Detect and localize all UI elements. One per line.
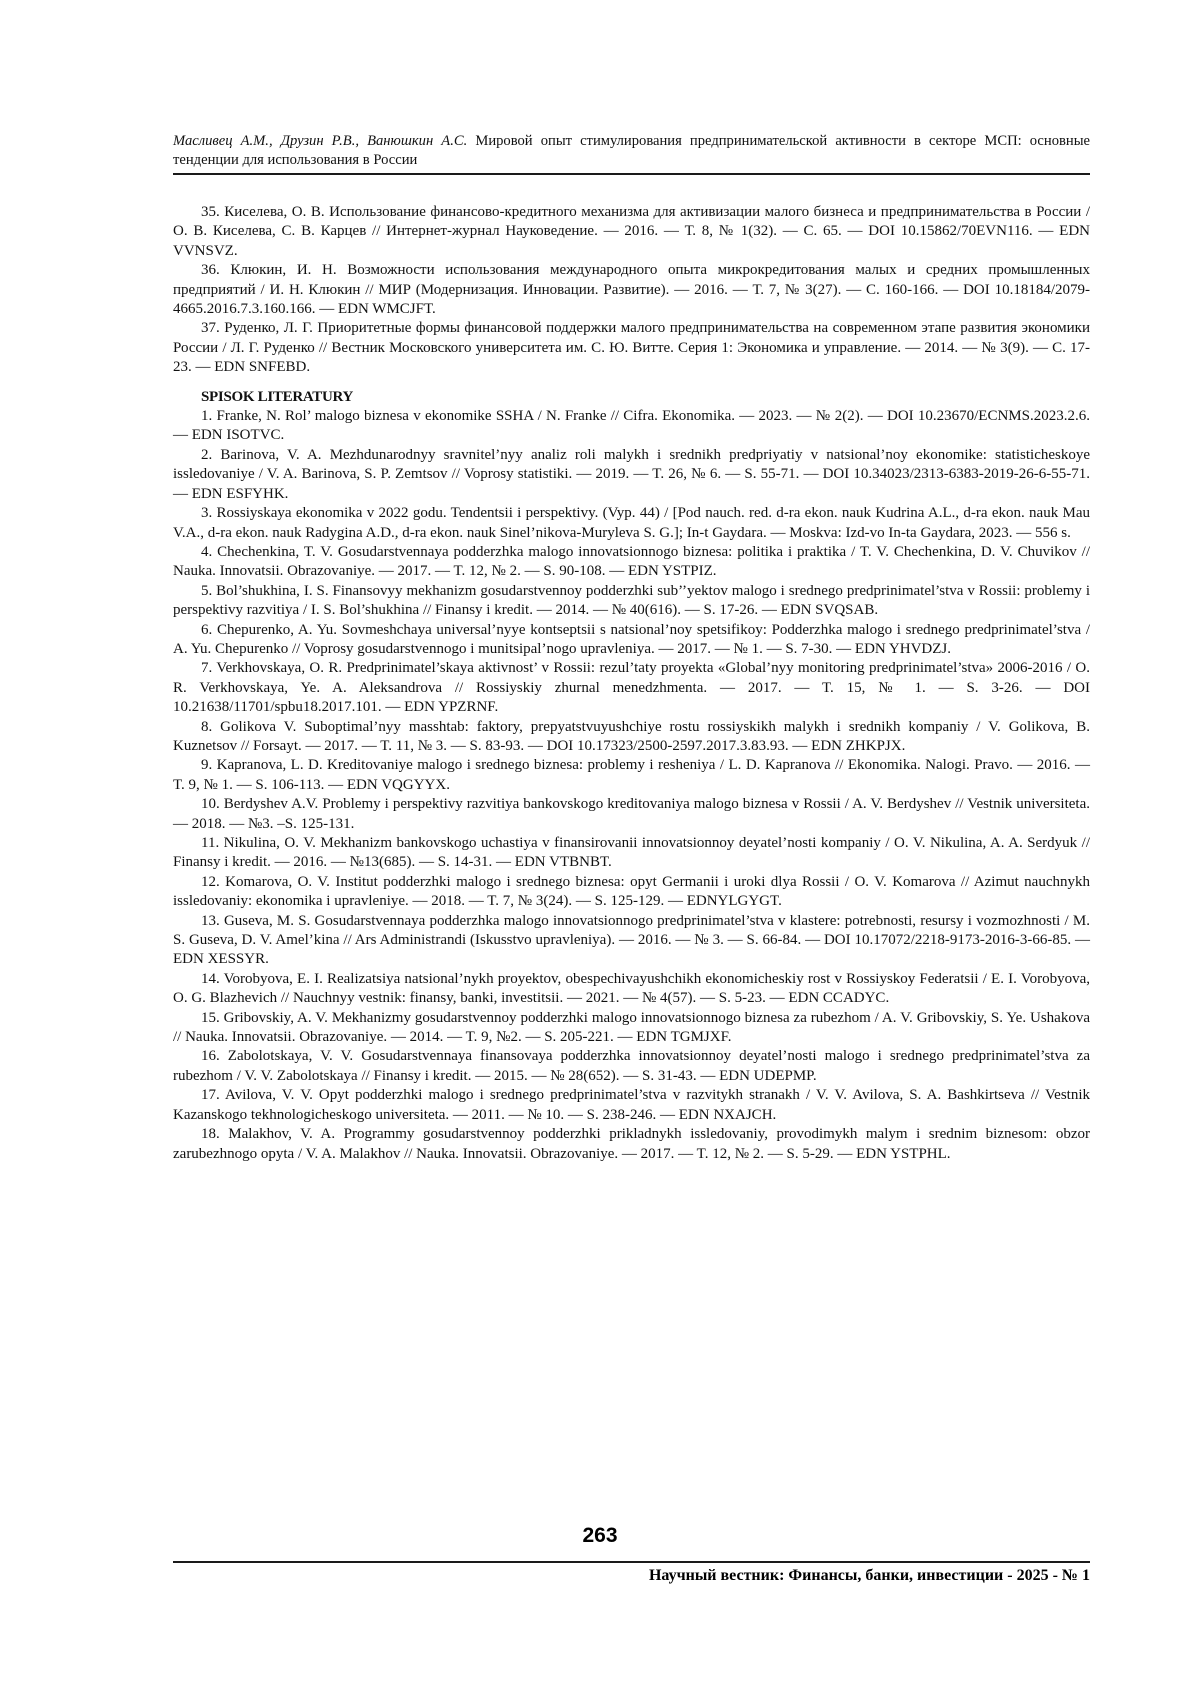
reference-en: 15. Gribovskiy, A. V. Mekhanizmy gosudarstvennoy podderzhki malogo innovatsionnogo biznesa za rubezhom / A. V. Gribovskiy, S. Ye. Ushakova // Nauka. Innovatsii. Obrazovaniye. — 2014. — T. 9, №2. — S. 205-221. — EDN TGMJXF. <box>173 1009 1090 1046</box>
reference-ru: 36. Клюкин, И. Н. Возможности использования международного опыта микрокредитования малых и средних промышленных предприятий / И. Н. Клюкин // МИР (Модернизация. Инновации. Развитие). — 2016. — Т. 7, № 3(27). — С. 160-166. — DOI 10.18184/2079-4665.2016.7.3.160.166. — EDN WMCJFT. <box>173 262 1090 318</box>
reference-ru: 35. Киселева, О. В. Использование финансово-кредитного механизма для активизации малого бизнеса и предпринимательства в России / О. В. Киселева, С. В. Карцев // Интернет-журнал Науковедение. — 2016. — Т. 8, № 1(32). — С. 65. — DOI 10.15862/70EVN116. — EDN VVNSVZ. <box>173 204 1090 259</box>
reference-en: 18. Malakhov, V. A. Programmy gosudarstvennoy podderzhki prikladnykh issledovaniy, provodimykh malym i srednim biznesom: obzor zarubezhnogo opyta / V. A. Malakhov // Nauka. Innovatsii. Obrazovaniye. — 2017. — T. 12, № 2. — S. 5-29. — EDN YSTPHL. <box>173 1126 1090 1162</box>
reference-en: 10. Berdyshev A.V. Problemy i perspektivy razvitiya bankovskogo kreditovaniya malogo biznesa v Rossii / A. V. Berdyshev // Vestnik universiteta. — 2018. — №3. –S. 125-131. <box>173 796 1090 832</box>
reference-en: 8. Golikova V. Suboptimal’nyy masshtab: faktory, prepyatstvuyushchiye rostu rossiyskikh malykh i srednikh kompaniy / V. Golikova, B. Kuznetsov // Forsayt. — 2017. — T. 11, № 3. — S. 83-93. — DOI 10.17323/2500-2597.2017.3.83.93. — EDN ZHKPJX. <box>173 718 1090 754</box>
reference-en: 4. Chechenkina, T. V. Gosudarstvennaya podderzhka malogo innovatsionnogo biznesa: politika i praktika / T. V. Chechenkina, D. V. Chuvikov // Nauka. Innovatsii. Obrazovaniye. — 2017. — T. 12, № 2. — S. 90-108. — EDN YSTPIZ. <box>173 543 1090 580</box>
reference-en: 9. Kapranova, L. D. Kreditovaniye malogo i srednego biznesa: problemy i resheniya / L. D. Kapranova // Ekonomika. Nalogi. Pravo. — 2016. — T. 9, № 1. — S. 106-113. — EDN VQGYYX. <box>173 757 1090 793</box>
reference-en: 13. Guseva, M. S. Gosudarstvennaya podderzhka malogo innovatsionnogo predprinimatel’stva v klastere: potrebnosti, resursy i vozmozhnosti / M. S. Guseva, D. V. Amel’kina // Ars Administrandi (Iskusstvo upravleniya). — 2016. — № 3. — S. 66-84. — DOI 10.17072/2218-9173-2016-3-66-85. — EDN XESSYR. <box>173 912 1090 968</box>
reference-en: 11. Nikulina, O. V. Mekhanizm bankovskogo uchastiya v finansirovanii innovatsionnoy deyatel’nosti kompaniy / O. V. Nikulina, A. A. Serdyuk // Finansy i kredit. — 2016. — №13(685). — S. 14-31. — EDN VTBNBT. <box>173 835 1090 871</box>
reference-en: 1. Franke, N. Rol’ malogo biznesa v ekonomike SSHA / N. Franke // Cifra. Ekonomika. — 2023. — № 2(2). — DOI 10.23670/ECNMS.2023.2.6. — EDN ISOTVC. <box>173 408 1090 444</box>
reference-en: 2. Barinova, V. A. Mezhdunarodnyy sravnitel’nyy analiz roli malykh i srednikh predpriyatiy v natsional’noy ekonomike: statisticheskoye issledovaniye / V. A. Barinova, S. P. Zemtsov // Voprosy statistiki. — 2019. — T. 26, № 6. — S. 55-71. — DOI 10.34023/2313-6383-2019-26-6-55-71. — EDN ESFYHK. <box>173 446 1090 502</box>
header-authors: Масливец А.М., Друзин Р.В., Ванюшкин А.С. <box>173 133 468 149</box>
reference-en: 17. Avilova, V. V. Opyt podderzhki malogo i srednego predprinimatel’stva v razvitykh stranakh / V. V. Avilova, S. A. Bashkirtseva // Vestnik Kazanskogo tekhnologicheskogo universiteta. — 2011. — № 10. — S. 238-246. — EDN NXAJCH. <box>173 1087 1090 1123</box>
section-title: SPISOK LITERATURY <box>201 388 354 405</box>
reference-en: 5. Bol’shukhina, I. S. Finansovyy mekhanizm gosudarstvennoy podderzhki sub’’yektov malogo i srednego predprinimatel’stva v Rossii: problemy i perspektivy razvitiya / I. S. Bol’shukhina // Finansy i kredit. — 2014. — № 40(616). — S. 17-26. — EDN SVQSAB. <box>173 582 1090 619</box>
page-number: 263 <box>582 1524 618 1547</box>
reference-en: 7. Verkhovskaya, O. R. Predprinimatel’skaya aktivnost’ v Rossii: rezul’taty proyekta «Global’nyy monitoring predprinimatel’stva» 2006-2016 / O. R. Verkhovskaya, Ye. A. Aleksandrova // Rossiyskiy zhurnal menedzhmenta. — 2017. — T. 15, № 1. — S. 3-26. — DOI 10.21638/11701/spbu18.2017.101. — EDN YPZRNF. <box>173 660 1090 716</box>
page-content <box>173 132 1090 1164</box>
reference-en: 3. Rossiyskaya ekonomika v 2022 godu. Tendentsii i perspektivy. (Vyp. 44) / [Pod nauch. red. d-ra ekon. nauk Kudrina A.L., d-ra ekon. nauk Mau V.A., d-ra ekon. nauk Radygina A.D., d-ra ekon. nauk Sinel’nikova-Muryleva S. G.]; In-t Gaydara. — Moskva: Izd-vo In-ta Gaydara, 2023. — 556 s. <box>173 505 1090 541</box>
running-footer: Научный вестник: Финансы, банки, инвестиции - 2025 - № 1 <box>173 1561 1090 1585</box>
reference-en: 16. Zabolotskaya, V. V. Gosudarstvennaya finansovaya podderzhka innovatsionnoy deyatel’nosti malogo i srednego predprinimatel’stva za rubezhom / V. V. Zabolotskaya // Finansy i kredit. — 2015. — № 28(652). — S. 31-43. — EDN UDEPMP. <box>173 1048 1090 1084</box>
reference-en: 6. Chepurenko, A. Yu. Sovmeshchaya universal’nyye kontseptsii s natsional’noy spetsifikoy: Podderzhka malogo i srednego predprinimatel’stva / A. Yu. Chepurenko // Voprosy gosudarstvennogo i munitsipal’nogo upravleniya. — 2017. — № 1. — S. 7-30. — EDN YHVDZJ. <box>173 621 1090 657</box>
reference-list <box>173 203 1090 1164</box>
reference-en: 12. Komarova, O. V. Institut podderzhki malogo i srednego biznesa: opyt Germanii i uroki dlya Rossii / O. V. Komarova // Azimut nauchnykh issledovaniy: ekonomika i upravleniye. — 2018. — T. 7, № 3(24). — S. 125-129. — EDNYLGYGT. <box>173 873 1090 910</box>
reference-en: 14. Vorobyova, E. I. Realizatsiya natsional’nykh proyektov, obespechivayushchikh ekonomicheskiy rost v Rossiyskoy Federatsii / E. I. Vorobyova, O. G. Blazhevich // Nauchnyy vestnik: finansy, banki, investitsii. — 2021. — № 4(57). — S. 5-23. — EDN CCADYC. <box>173 970 1090 1007</box>
header-article-title: Мировой опыт стимулирования предпринимательской активности в секторе МСП: основные тенденции для использования в России <box>173 133 1090 168</box>
reference-ru: 37. Руденко, Л. Г. Приоритетные формы финансовой поддержки малого предпринимательства на современном этапе развития экономики России / Л. Г. Руденко // Вестник Московского университета им. С. Ю. Витте. Серия 1: Экономика и управление. — 2014. — № 3(9). — С. 17-23. — EDN SNFEBD. <box>173 320 1090 376</box>
running-header <box>173 132 1090 175</box>
